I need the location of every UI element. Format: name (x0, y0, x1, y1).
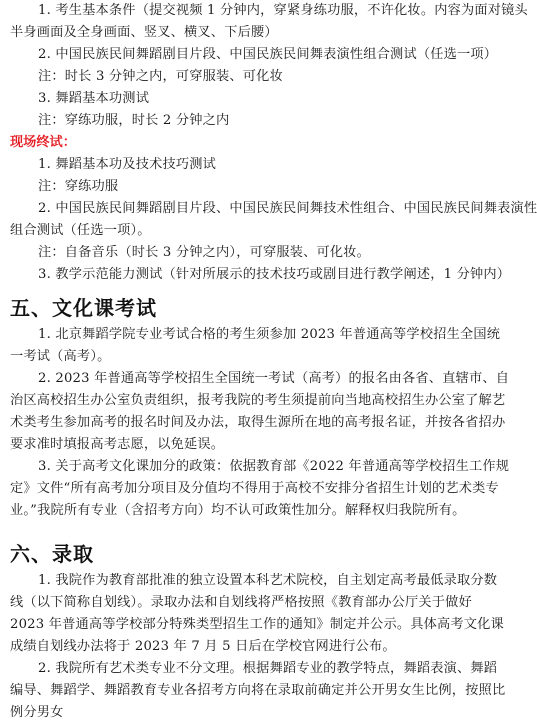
onsite-item-1-note: 注：穿练功服 (38, 179, 119, 194)
audition-item-2: 2. 中国民族民间舞蹈剧目片段、中国民族民间舞表演性组合测试（任选一项） (38, 47, 498, 62)
onsite-item-1: 1. 舞蹈基本功及技术技巧测试 (38, 157, 217, 172)
audition-item-3: 3. 舞蹈基本功测试 (38, 91, 150, 106)
section-6-title: 六、录取 (10, 542, 94, 566)
audition-item-2-note: 注：时长 3 分钟之内，可穿服装、可化妆 (38, 69, 283, 84)
onsite-final-heading: 现场终试： (10, 135, 76, 150)
onsite-item-2-note: 注：自备音乐（时长 3 分钟之内），可穿服装、可化妆。 (38, 245, 371, 260)
audition-item-3-note: 注：穿练功服，时长 2 分钟之内 (38, 113, 230, 128)
section-5-paragraph-2: 2. 2023 年普通高等学校招生全国统一考试（高考）的报名由各省、直辖市、自治区高校招生办公室负责组织，报考我院的考生须提前向当地高校招生办公室了解艺术类考生参加高考的报名时间及办法，取得生源所在地的高考报名证，并按各省招办要求准时填报高考志愿，以免延误。 (10, 371, 510, 452)
section-6-paragraph-2: 2. 我院所有艺术类专业不分文理。根据舞蹈专业的教学特点，舞蹈表演、舞蹈编导、舞蹈学、舞蹈教育专业各招考方向将在录取前确定并公开男女生比例，按照比例分男女 (10, 661, 506, 720)
onsite-item-2-line-1: 2. 中国民族民间舞蹈剧目片段、中国民族民间舞技术性组合、中国民族民间舞表演性 (38, 201, 537, 216)
audition-item-1-line-1: 1. 考生基本条件（提交视频 1 分钟内，穿紧身练功服，不许化妆。内容为面对镜头 (38, 3, 528, 18)
onsite-item-3: 3. 教学示范能力测试（针对所展示的技术技巧或剧目进行教学阐述，1 分钟内） (38, 267, 511, 282)
section-5-paragraph-3: 3. 关于高考文化课加分的政策：依据教育部《2022 年普通高等学校招生工作规定》文件“所有高考加分项目及分值均不得用于高校不安排分省招生计划的艺术类专业。”我院所有专业（含招考方向）均不认可政策性加分。解释权归我院所有。 (10, 459, 510, 518)
section-5-paragraph-1: 1. 北京舞蹈学院专业考试合格的考生须参加 2023 年普通高等学校招生全国统一考试（高考）。 (10, 327, 501, 364)
section-5-title: 五、文化课考试 (10, 296, 157, 320)
audition-item-1-line-2: 半身画面及全身画面、竖叉、横叉、下后腰） (10, 25, 278, 40)
onsite-item-2-line-2: 组合测试（任选一项）。 (10, 223, 151, 238)
section-6-paragraph-1: 1. 我院作为教育部批准的独立设置本科艺术院校，自主划定高考最低录取分数线（以下简称自划线）。录取办法和自划线将严格按照《教育部办公厅关于做好 2023 年普通高等学校部分特殊类型招生工作的通知》制定并公示。具体高考文化课成绩自划线办法将于 2023 年 7 月 5 日后在学校官网进行公布。 (10, 573, 504, 654)
